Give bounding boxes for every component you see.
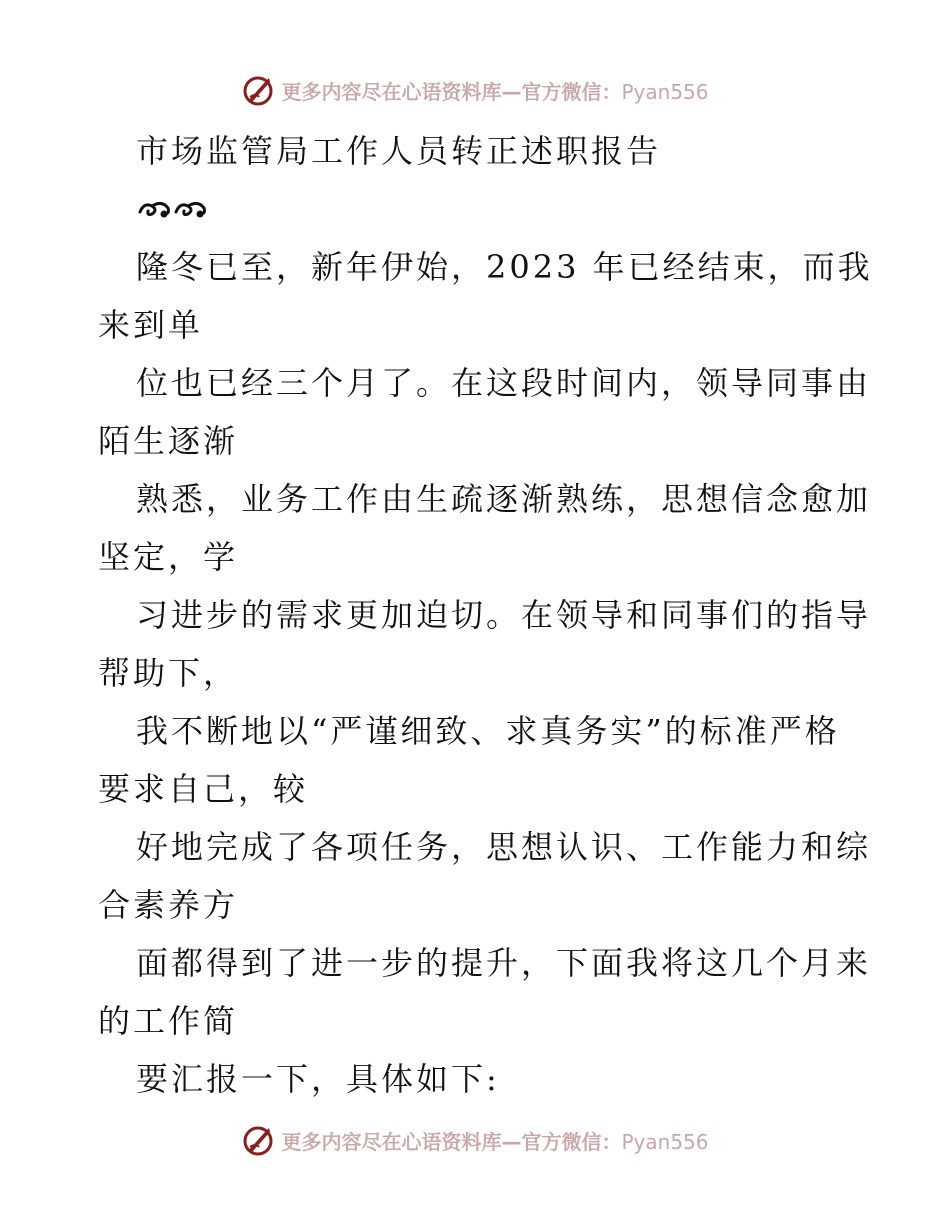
banner-text: 更多内容尽在心语资料库—官方微信：Pyan556 (281, 79, 709, 104)
decorative-swirl-icon (136, 196, 210, 222)
paragraph-line-wrap: 帮助下， (98, 654, 239, 692)
ornament-row (98, 180, 858, 238)
paragraph-line-wrap: 陌生逐渐 (98, 422, 239, 460)
wechat-id: Pyan556 (621, 79, 709, 104)
paragraph-line: 位也已经三个月了。在这段时间内，领导同事由 (136, 364, 872, 402)
paragraph-line: 隆冬已至，新年伊始，2023 年已经结束，而我 (136, 248, 873, 286)
footer-watermark (0, 1120, 950, 1160)
paragraph-line: 面都得到了进一步的提升，下面我将这几个月来 (136, 944, 872, 982)
document-body (98, 122, 873, 1108)
wechat-id: Pyan556 (621, 1129, 709, 1154)
paragraph-line-wrap: 要求自己，较 (98, 770, 309, 808)
paragraph-line-wrap: 坚定，学 (98, 538, 239, 576)
paragraph-line: 习进步的需求更加迫切。在领导和同事们的指导 (136, 596, 872, 634)
paragraph-line: 我不断地以“严谨细致、求真务实”的标准严格 (136, 712, 840, 750)
banner-text: 更多内容尽在心语资料库—官方微信：Pyan556 (281, 1129, 709, 1154)
paragraph-line-wrap: 合素养方 (98, 886, 239, 924)
header-watermark (0, 70, 950, 110)
paragraph-line: 好地完成了各项任务，思想认识、工作能力和综 (136, 828, 872, 866)
paragraph-line: 熟悉，业务工作由生疏逐渐熟练，思想信念愈加 (136, 480, 872, 518)
paragraph-line-wrap: 的工作简 (98, 1002, 239, 1040)
paragraph-line-wrap: 来到单 (98, 306, 204, 344)
pen-logo-icon (241, 1123, 275, 1157)
paragraph (98, 238, 873, 1108)
pen-logo-icon (241, 73, 275, 107)
paragraph-last-line: 要汇报一下，具体如下: (136, 1060, 500, 1098)
document-title: 市场监管局工作人员转正述职报告 (136, 132, 662, 170)
